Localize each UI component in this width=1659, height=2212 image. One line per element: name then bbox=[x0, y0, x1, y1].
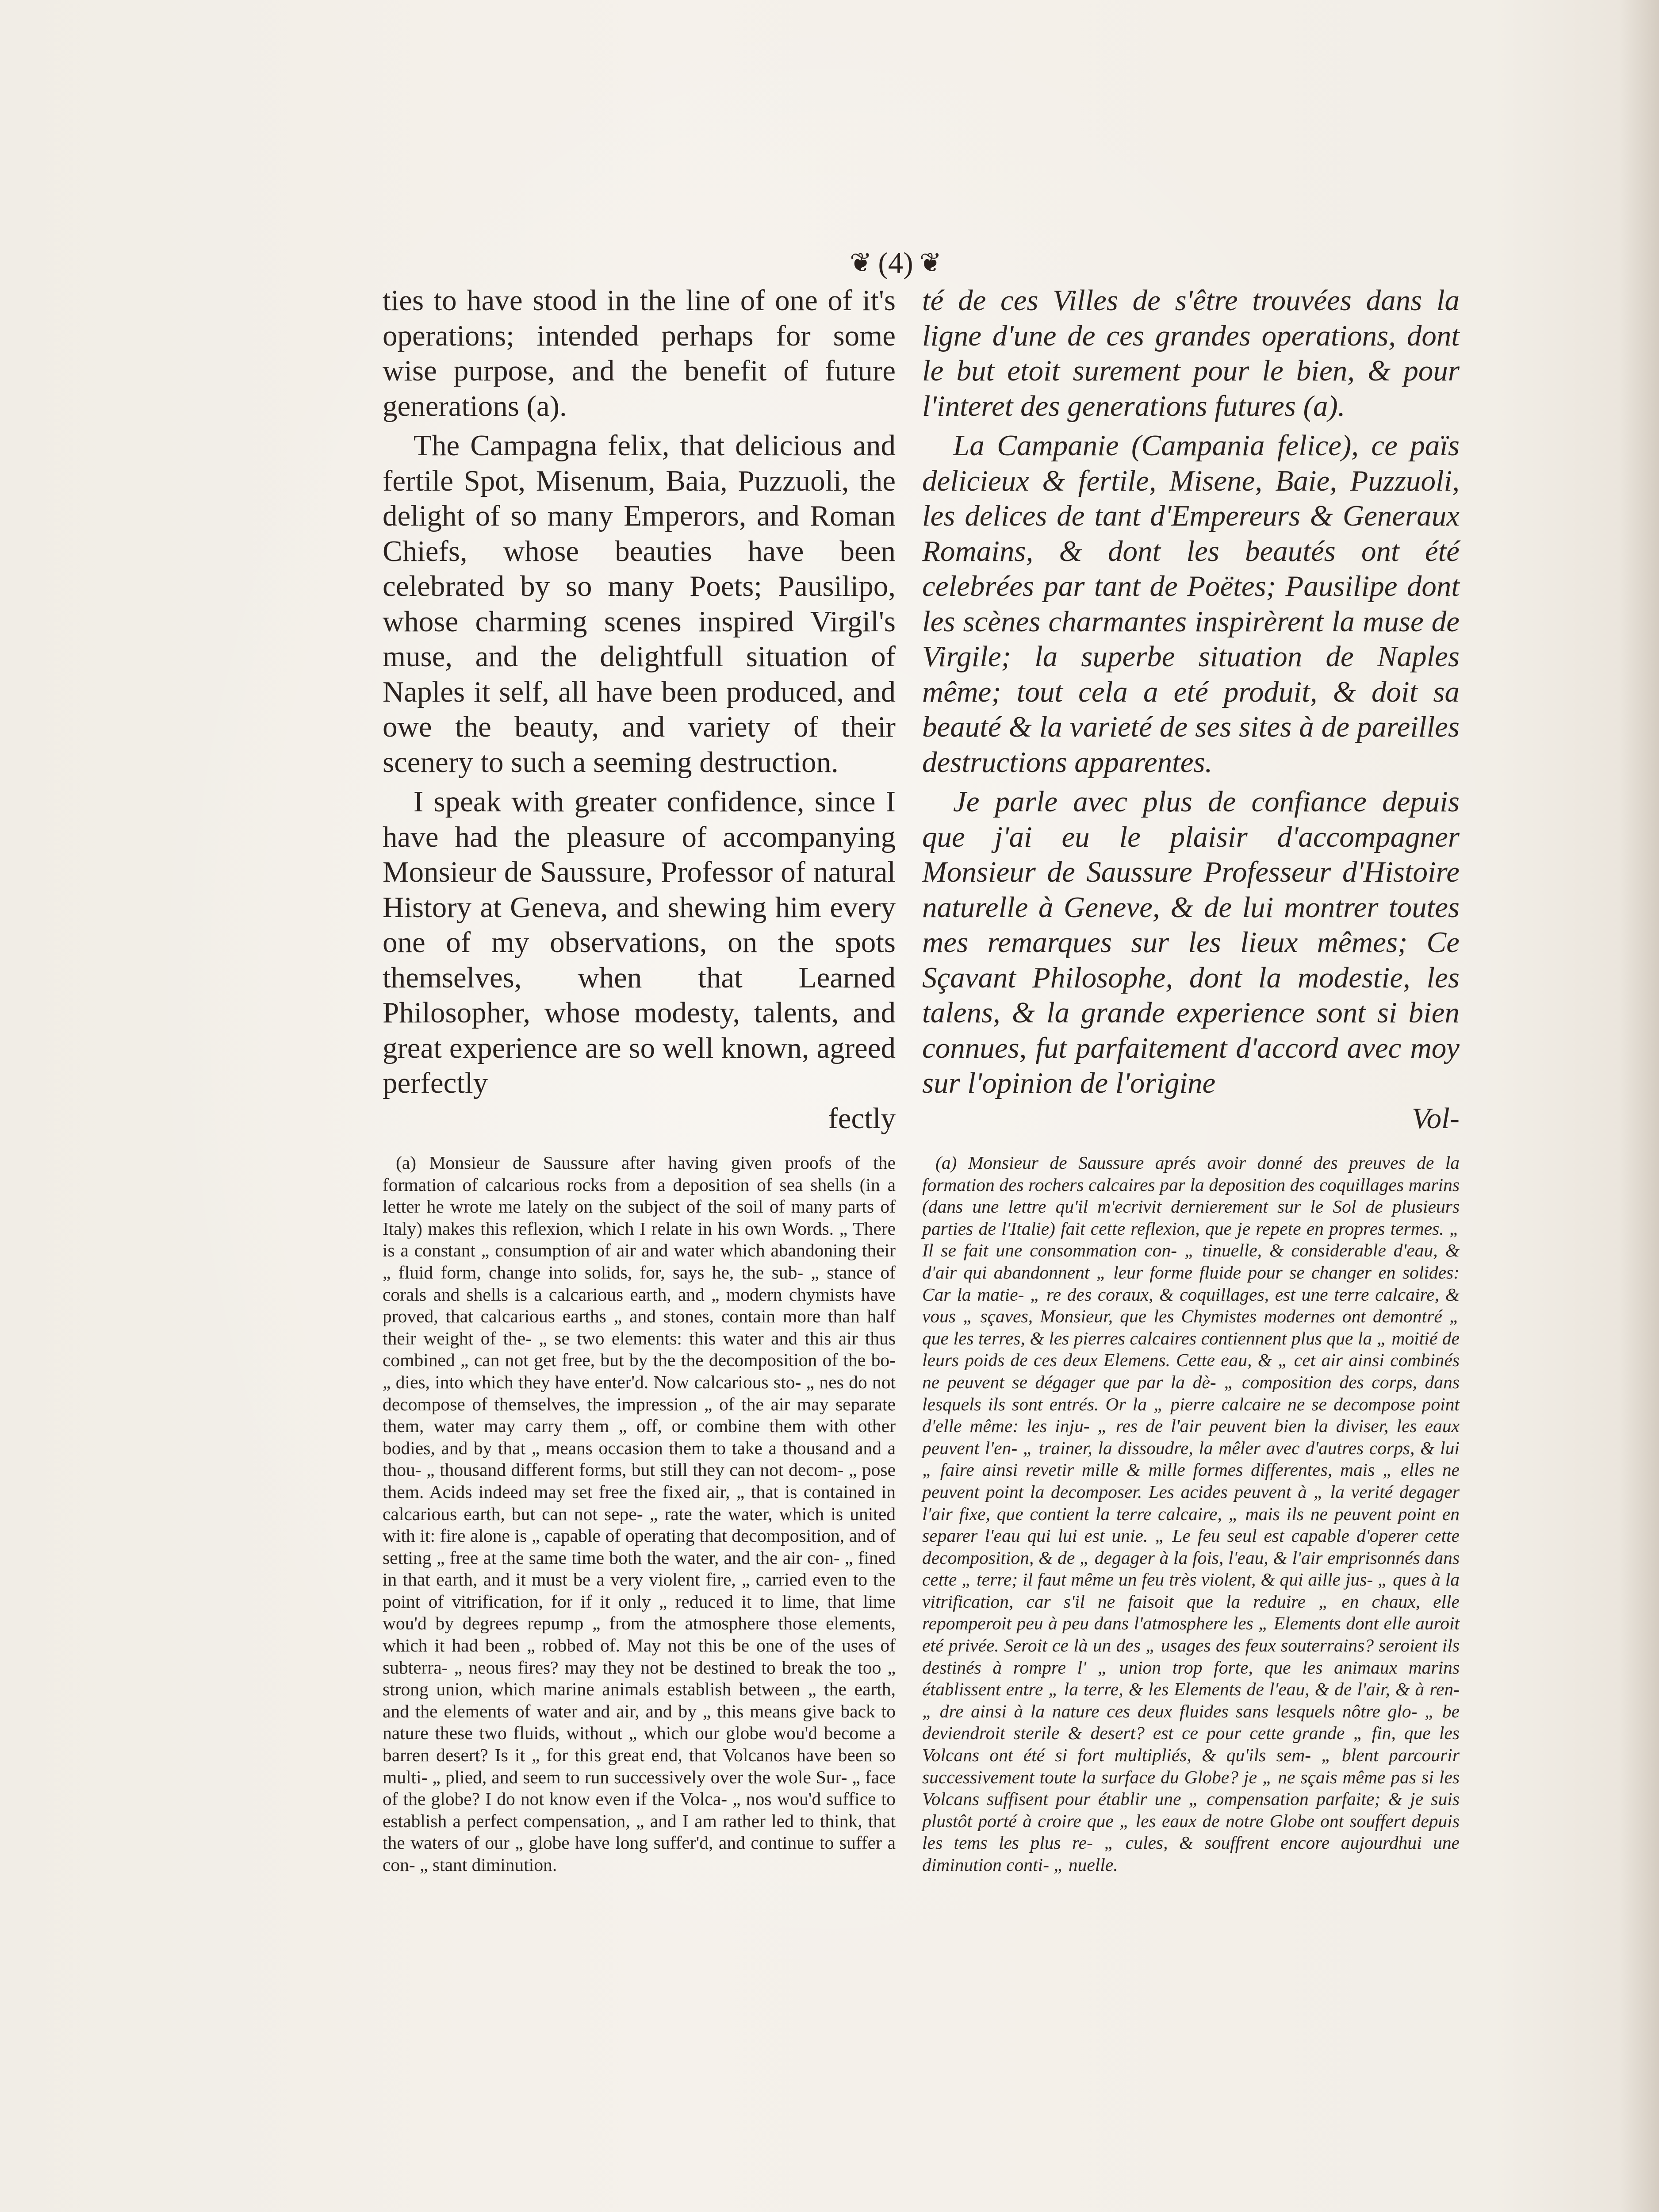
french-footnote-text: (a) Monsieur de Saussure aprés avoir donné des preuves de la formation des rochers calcaires par la deposition des coquillages marins (dans une lettre qu'il m'ecrivit dernierement sur le Sol de plusieurs parties de l'Italie) fait cette reflexion, que je repete en propres termes. „ Il se fait une consommation con- „ tinuelle, & considerable d'eau, & d'air qui abandonnent „ leur forme fluide pour se changer en solides: Car la matie- „ re des coraux, & coquillages, est une terre calcaire, & vous „ sçaves, Monsieur, que les Chymistes modernes ont demontré „ que les terres, & les pierres calcaires contiennent plus que la „ moitié de leurs poids de ces deux Elemens. Cette eau, & „ cet air ainsi combinés ne peuvent se dégager que par la dè- „ composition des corps, dans lesquels ils sont entrés. Or la „ pierre calcaire ne se decompose point d'elle même: les inju- „ res de l'air peuvent bien la diviser, les eaux peuvent l'en- „ trainer, la dissoudre, la mêler avec d'autres corps, & lui „ faire ainsi revetir mille & mille formes differentes, mais „ elles ne peuvent point la decomposer. Les acides peuvent à „ la verité degager l'air fixe, que contient la terre calcaire, „ mais ils ne peuvent point en separer l'eau qui lui est unie. „ Le feu seul est capable d'operer cette decomposition, & de „ degager à la fois, l'eau, & l'air emprisonnés dans cette „ terre; il faut même un feu très violent, & qui aille jus- „ ques à la vitrification, car s'il ne faisoit que la reduire „ en chaux, elle repomperoit peu à peu dans l'atmosphere les „ Elements dont elle auroit eté privée. Seroit ce là un des „ usages des feux souterrains? seroient ils destinés à rompre l' „ union trop forte, que les animaux marins établissent entre „ la terre, & les Elements de l'eau, & de l'air, & à ren- „ dre ainsi à la nature ces deux fluides sans lesquels nôtre glo- „ be deviendroit sterile & desert? est ce pour cette grande „ fin, que les Volcans ont été si fort multipliés, & qu'ils sem- „ blent parcourir successivement toute la surface du Globe? je „ ne sçais même pas si les Volcans suffisent pour établir une „ compensation parfaite; & je suis plustôt porté à croire que „ les eaux de notre Globe ont souffert depuis les tems les plus re- „ cules, & souffrent encore aujourdhui une diminution conti- „ nuelle. bbox=[922, 1152, 1460, 1875]
page-header bbox=[827, 242, 964, 283]
french-paragraph-3: Je parle avec plus de confiance depuis que j'ai eu le plaisir d'accompagner Monsieur de Saussure Professeur d'Histoire naturelle à Geneve, & de lui montrer toutes mes remarques sur les lieux mêmes; Ce Sçavant Philosophe, dont la modestie, les talens, & la grande experience sont si bien connues, fut parfaitement d'accord avec moy sur l'opinion de l'origine bbox=[922, 785, 1460, 1099]
french-column bbox=[922, 283, 1460, 1876]
left-fleuron-icon: ❦ bbox=[850, 248, 872, 277]
english-paragraph-2: The Campagna felix, that delicious and fertile Spot, Misenum, Baia, Puzzuoli, the delight of so many Emperors, and Roman Chiefs, whose beauties have been celebrated by so many Poets; Pausilipo, whose charming scenes inspired Virgil's muse, and the delightfull situation of Naples it self, all have been produced, and owe the beauty, and variety of their scenery to such a seeming destruction. bbox=[383, 429, 896, 779]
french-paragraph-1: té de ces Villes de s'être trouvées dans la ligne d'une de ces grandes operations, dont le but etoit surement pour le bien, & pour l'interet des generations futures (a). bbox=[922, 284, 1460, 422]
page-number: (4) bbox=[878, 246, 913, 280]
french-footnote bbox=[922, 1152, 1460, 1876]
french-paragraph-2: La Campanie (Campania felice), ce païs delicieux & fertile, Misene, Baie, Puzzuoli, les delices de tant d'Empereurs & Generaux Romains, & dont les beautés ont été celebrées par tant de Poëtes; Pausilipe dont les scènes charmantes inspirèrent la muse de Virgile; la superbe situation de Naples même; tout cela a eté produit, & doit sa beauté & la varieté de ses sites à de pareilles destructions apparentes. bbox=[922, 429, 1460, 779]
english-body bbox=[383, 283, 896, 1101]
right-fleuron-icon: ❦ bbox=[919, 248, 942, 277]
english-footnote-text: (a) Monsieur de Saussure after having given proofs of the formation of calcarious rocks from a deposition of sea shells (in a letter he wrote me lately on the subject of the soil of many parts of Italy) makes this reflexion, which I relate in his own Words. „ There is a constant „ consumption of air and water which abandoning their „ fluid form, change into solids, for, says he, the sub- „ stance of corals and shells is a calcarious earth, and „ modern chymists have proved, that calcarious earths „ and stones, contain more than half their weight of the- „ se two elements: this water and this air thus combined „ can not get free, but by the the decomposition of the bo- „ dies, into which they have enter'd. Now calcarious sto- „ nes do not decompose of themselves, the impression „ of the air may separate them, water may carry them „ off, or combine them with other bodies, and by that „ means occasion them to take a thousand and a thou- „ thousand different forms, but still they can not decom- „ pose them. Acids indeed may set free the fixed air, „ that is contained in calcarious earth, but can not sepe- „ rate the water, which is united with it: fire alone is „ capable of operating that decomposition, and of setting „ free at the same time both the water, and the air con- „ fined in that earth, and it must be a very violent fire, „ carried even to the point of vitrification, for if it only „ reduced it to lime, that lime wou'd by degrees repump „ from the atmosphere those elements, which it had been „ robbed of. May not this be one of the uses of subterra- „ neous fires? may they not be destined to break the too „ strong union, which marine animals establish between „ the earth, and the elements of water and air, and by „ this means give back to nature these two fluids, without „ which our globe wou'd become a barren desert? Is it „ for this great end, that Volcanos have been so multi- „ plied, and seem to run successively over the wole Sur- „ face of the globe? I do not know even if the Volca- „ nos wou'd suffice to establish a perfect compensation, „ and I am rather led to think, that the waters of our „ globe have long suffer'd, and continue to suffer a con- „ stant diminution. bbox=[383, 1152, 896, 1875]
english-footnote bbox=[383, 1152, 896, 1876]
french-body bbox=[922, 283, 1460, 1101]
english-catchword: fectly bbox=[828, 1102, 896, 1135]
page-edge-shadow bbox=[1619, 0, 1659, 2212]
english-paragraph-1: ties to have stood in the line of one of it's operations; intended perhaps for some wise purpose, and the benefit of future generations (a). bbox=[383, 284, 896, 422]
french-catchword: Vol- bbox=[1412, 1102, 1460, 1135]
english-paragraph-3: I speak with greater confidence, since I have had the pleasure of accompanying Monsieur de Saussure, Professor of natural History at Geneva, and shewing him every one of my observations, on the spots themselves, when that Learned Philosopher, whose modesty, talents, and great experience are so well known, agreed perfectly bbox=[383, 785, 896, 1099]
english-column bbox=[383, 283, 896, 1876]
